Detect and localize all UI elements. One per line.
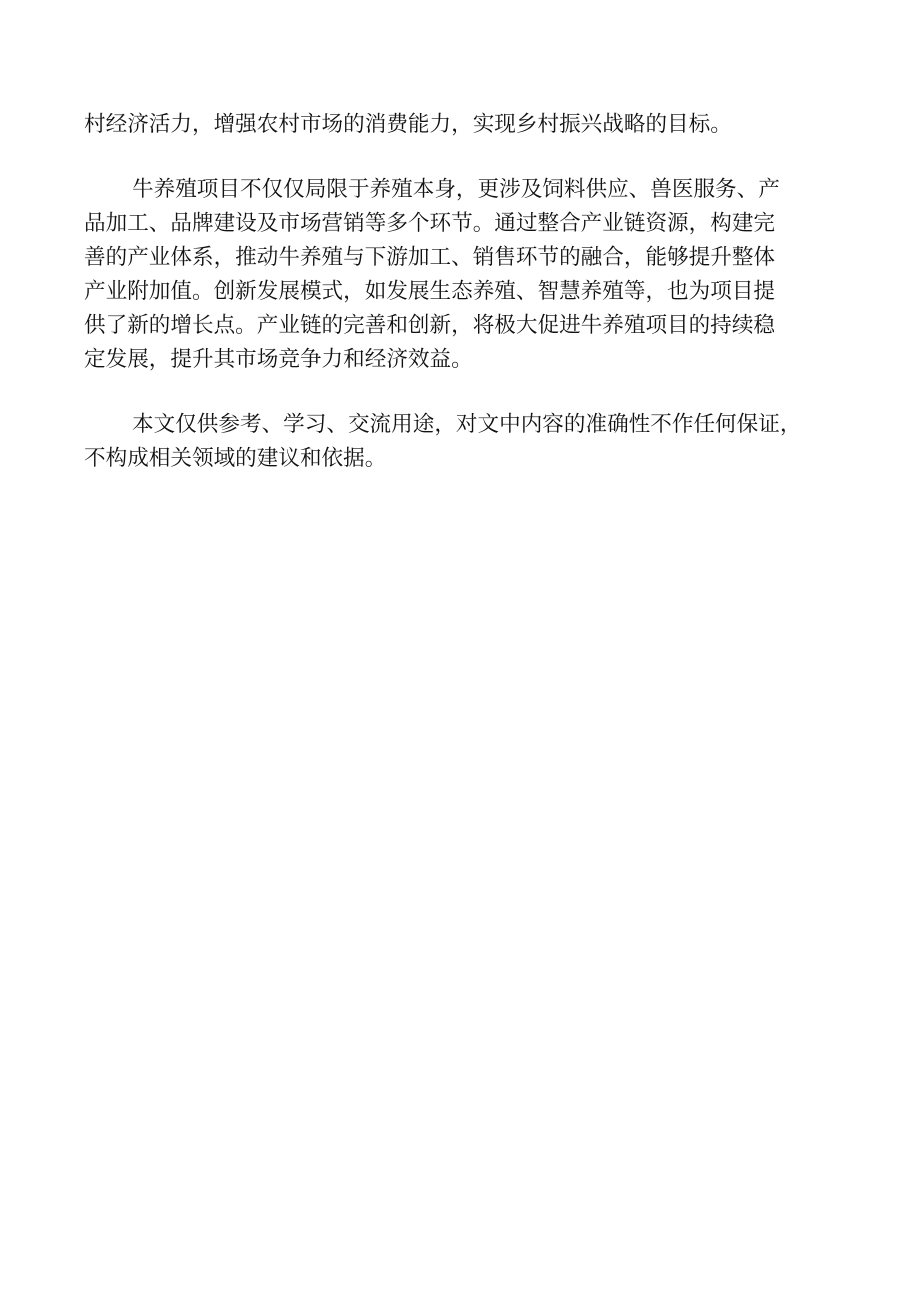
paragraph-2	[84, 173, 844, 377]
paragraph-line: 善的产业体系，推动牛养殖与下游加工、销售环节的融合，能够提升整体	[84, 245, 776, 270]
paragraph-line: 品加工、品牌建设及市场营销等多个环节。通过整合产业链资源，构建完	[84, 211, 776, 236]
paragraph-line: 供了新的增长点。产业链的完善和创新，将极大促进牛养殖项目的持续稳	[84, 313, 776, 338]
paragraph-line: 产业附加值。创新发展模式，如发展生态养殖、智慧养殖等，也为项目提	[84, 279, 776, 304]
paragraph-line: 不构成相关领域的建议和依据。	[84, 446, 387, 471]
paragraph-3	[84, 408, 844, 476]
document-body	[84, 108, 844, 486]
paragraph-line: 本文仅供参考、学习、交流用途，对文中内容的准确性不作任何保证，	[132, 412, 802, 437]
paragraph-line: 村经济活力，增强农村市场的消费能力，实现乡村振兴战略的目标。	[84, 112, 732, 137]
paragraph-line: 牛养殖项目不仅仅局限于养殖本身，更涉及饲料供应、兽医服务、产	[132, 177, 780, 202]
paragraph-1	[84, 108, 844, 142]
paragraph-line: 定发展，提升其市场竞争力和经济效益。	[84, 347, 473, 372]
